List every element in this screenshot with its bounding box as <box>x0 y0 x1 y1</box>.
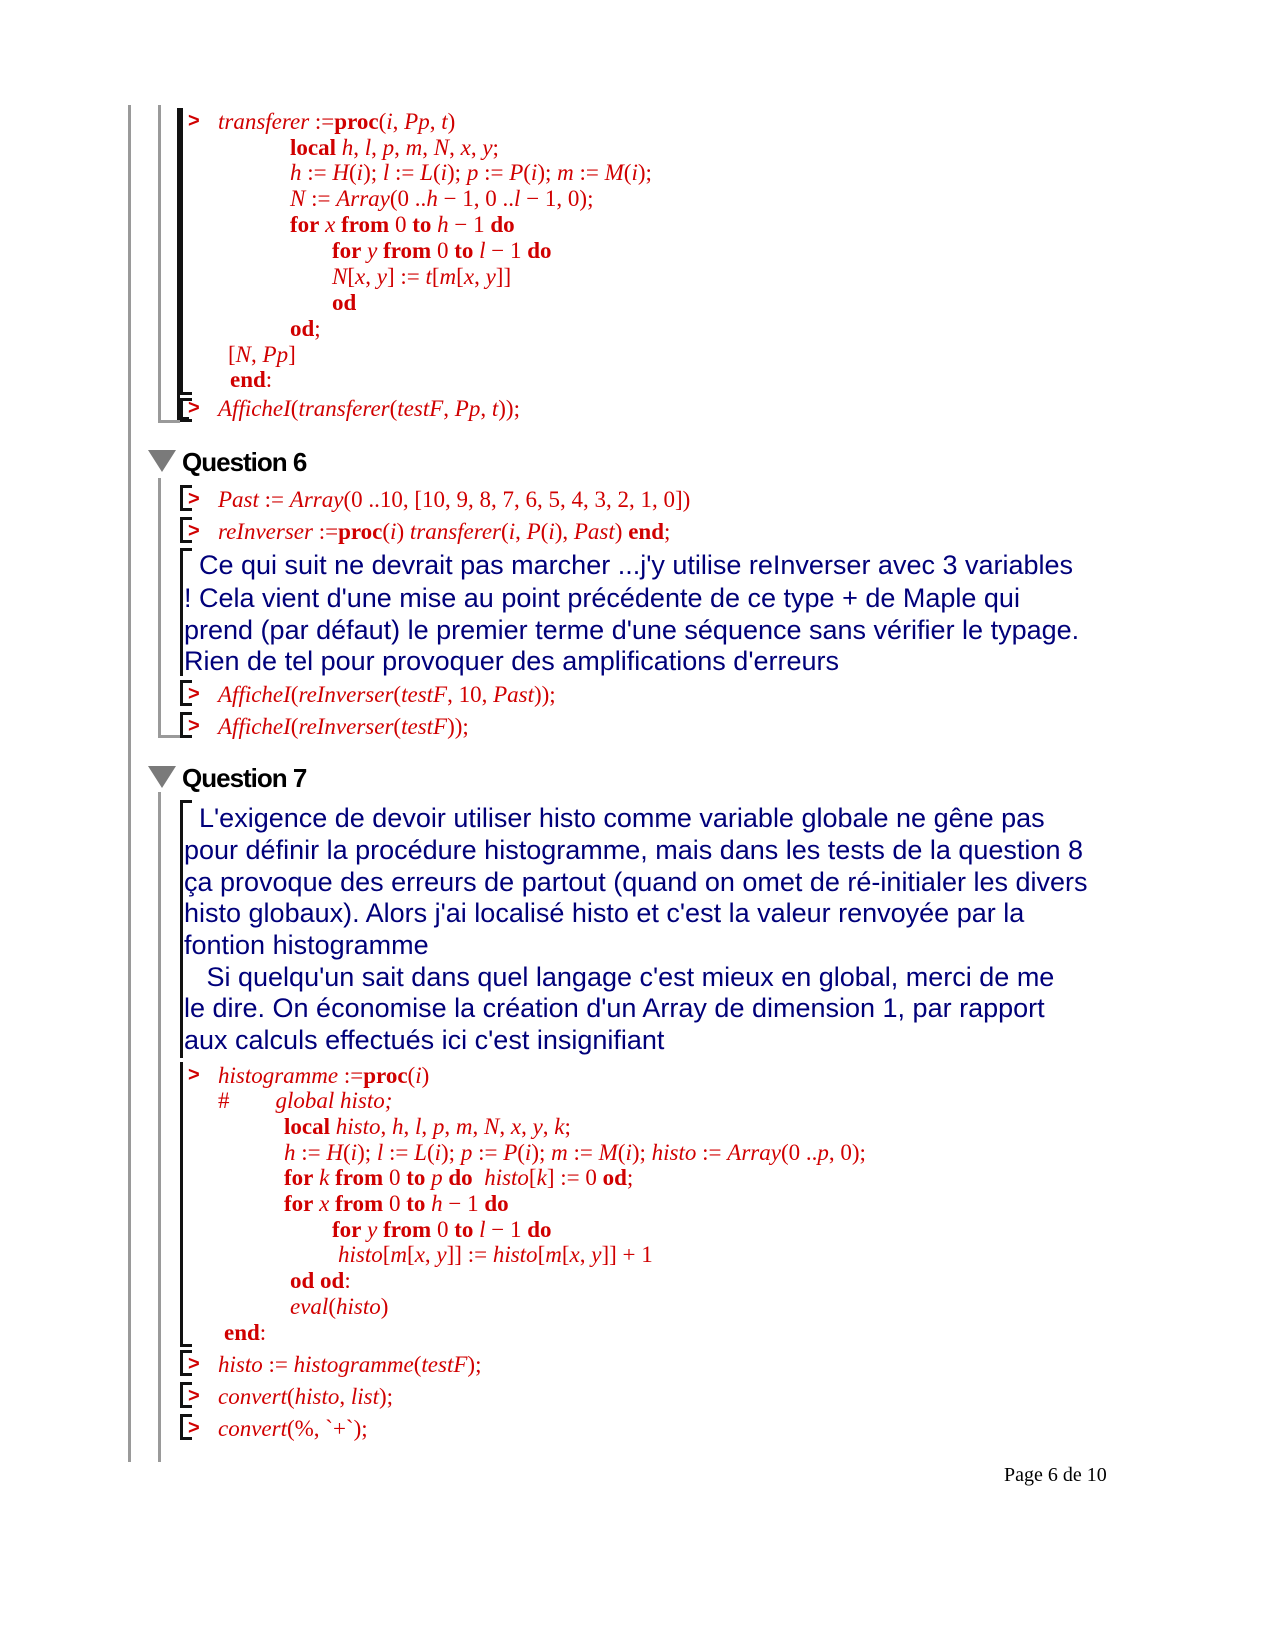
q7-text-line-1: L'exigence de devoir utiliser histo comme variable globale ne gêne pas <box>184 803 1045 833</box>
collapse-triangle-icon[interactable] <box>148 450 176 472</box>
code-line-end: end: <box>230 367 273 392</box>
code-line-affiche-reinverser-1[interactable]: AfficheI(reInverser(testF)); <box>218 714 469 739</box>
prompt-marker[interactable]: > <box>188 1385 200 1407</box>
prompt-marker[interactable]: > <box>188 683 200 705</box>
prompt-marker[interactable]: > <box>188 715 200 737</box>
prompt-marker[interactable]: > <box>188 397 200 419</box>
prompt-marker[interactable]: > <box>188 488 200 510</box>
code-line-reinverser[interactable]: reInverser :=proc(i) transferer(i, P(i), Past) end; <box>218 519 671 544</box>
text-group-q7 <box>180 800 183 1058</box>
prompt-marker[interactable]: > <box>188 110 200 132</box>
page-number: Page 6 de 10 <box>1004 1464 1107 1486</box>
exec-group-affiche-transferer <box>180 398 183 422</box>
exec-group-reinverser <box>180 517 183 543</box>
code-line-for-x: for x from 0 to h − 1 do <box>290 212 515 237</box>
code-line-for-k: for k from 0 to p do histo[k] := 0 od; <box>284 1165 634 1190</box>
code-line-array: N := Array(0 ..h − 1, 0 ..l − 1, 0); <box>290 186 594 211</box>
code-line-eval: eval(histo) <box>290 1294 389 1319</box>
code-line-for-y-histo: for y from 0 to l − 1 do <box>332 1217 552 1242</box>
prompt-marker[interactable]: > <box>188 1353 200 1375</box>
exec-group-convert-list <box>180 1382 183 1408</box>
code-line-return: [N, Pp] <box>228 342 296 367</box>
prompt-marker[interactable]: > <box>188 1064 200 1086</box>
exec-group-convert-sum <box>180 1414 183 1440</box>
exec-group-past <box>180 485 183 511</box>
code-line-assign: h := H(i); l := L(i); p := P(i); m := M(i); <box>290 160 652 185</box>
inner-section-rail-q7 <box>158 792 161 1462</box>
exec-group-affiche-reinverser-1 <box>180 712 183 738</box>
q7-text-line-3: ça provoque des erreurs de partout (quand on omet de ré-initialer les divers <box>184 867 1088 897</box>
code-line-histo-call[interactable]: histo := histogramme(testF); <box>218 1352 482 1377</box>
exec-group-outer-transferer <box>177 108 180 420</box>
code-line-convert-list[interactable]: convert(histo, list); <box>218 1384 394 1409</box>
q7-text-line-4: histo globaux). Alors j'ai localisé histo et c'est la valeur renvoyée par la <box>184 898 1025 928</box>
code-line-convert-sum[interactable]: convert(%, `+`); <box>218 1416 368 1441</box>
exec-group-transferer <box>180 108 183 395</box>
inner-section-rail-top <box>158 105 161 423</box>
exec-group-histogramme <box>180 1062 183 1347</box>
code-line-od-inner: od <box>332 290 357 315</box>
code-line-for-x-histo: for x from 0 to h − 1 do <box>284 1191 509 1216</box>
prompt-marker[interactable]: > <box>188 520 200 542</box>
code-line-histogramme-proc[interactable]: histogramme :=proc(i) <box>218 1063 430 1088</box>
q7-text-line-6: Si quelqu'un sait dans quel langage c'est mieux en global, merci de me <box>184 962 1055 992</box>
q6-text-line-1: Ce qui suit ne devrait pas marcher ...j'y utilise reInverser avec 3 variables <box>184 550 1074 580</box>
text-group-q6 <box>180 548 183 676</box>
code-line-N-assign: N[x, y] := t[m[x, y]] <box>332 264 512 289</box>
q7-text-line-2: pour définir la procédure histogramme, mais dans les tests de la question 8 <box>184 835 1083 865</box>
code-line-global-comment: # global histo; <box>218 1088 393 1113</box>
q7-text-line-5: fontion histogramme <box>184 930 429 960</box>
exec-group-affiche-reinverser-3 <box>180 680 183 706</box>
section-end-line-q6 <box>158 735 180 738</box>
section-end-line-top <box>158 420 180 423</box>
prompt-marker[interactable]: > <box>188 1417 200 1439</box>
code-line-affiche-reinverser-3[interactable]: AfficheI(reInverser(testF, 10, Past)); <box>218 682 556 707</box>
code-line-transferer-proc[interactable]: transferer :=proc(i, Pp, t) <box>218 109 456 134</box>
section-title-question-7: Question 7 <box>182 763 307 793</box>
section-title-question-6: Question 6 <box>182 447 307 477</box>
code-line-affiche-transferer[interactable]: AfficheI(transferer(testF, Pp, t)); <box>218 396 520 421</box>
code-line-od-od: od od: <box>290 1268 351 1293</box>
code-line-od-outer: od; <box>290 316 321 341</box>
code-line-past[interactable]: Past := Array(0 ..10, [10, 9, 8, 7, 6, 5, 4, 3, 2, 1, 0]) <box>218 487 691 512</box>
q6-text-line-3: prend (par défaut) le premier terme d'une séquence sans vérifier le typage. <box>184 615 1080 645</box>
q7-text-line-8: aux calculs effectués ici c'est insignifiant <box>184 1025 665 1055</box>
inner-section-rail-q6 <box>158 478 161 738</box>
code-line-local-histo: local histo, h, l, p, m, N, x, y, k; <box>284 1114 571 1139</box>
code-line-histo-increment: histo[m[x, y]] := histo[m[x, y]] + 1 <box>338 1242 653 1267</box>
q6-text-line-4: Rien de tel pour provoquer des amplifications d'erreurs <box>184 646 840 676</box>
code-line-local: local h, l, p, m, N, x, y; <box>290 135 499 160</box>
code-line-for-y: for y from 0 to l − 1 do <box>332 238 552 263</box>
q6-text-line-2: ! Cela vient d'une mise au point précédente de ce type + de Maple qui <box>184 583 1020 613</box>
exec-group-histo-call <box>180 1350 183 1376</box>
code-line-assign-histo: h := H(i); l := L(i); p := P(i); m := M(i); histo := Array(0 ..p, 0); <box>284 1140 866 1165</box>
collapse-triangle-icon[interactable] <box>148 766 176 788</box>
q7-text-line-7: le dire. On économise la création d'un Array de dimension 1, par rapport <box>184 993 1045 1023</box>
outer-section-rail <box>128 105 131 1462</box>
code-line-end-histo: end: <box>224 1320 267 1345</box>
